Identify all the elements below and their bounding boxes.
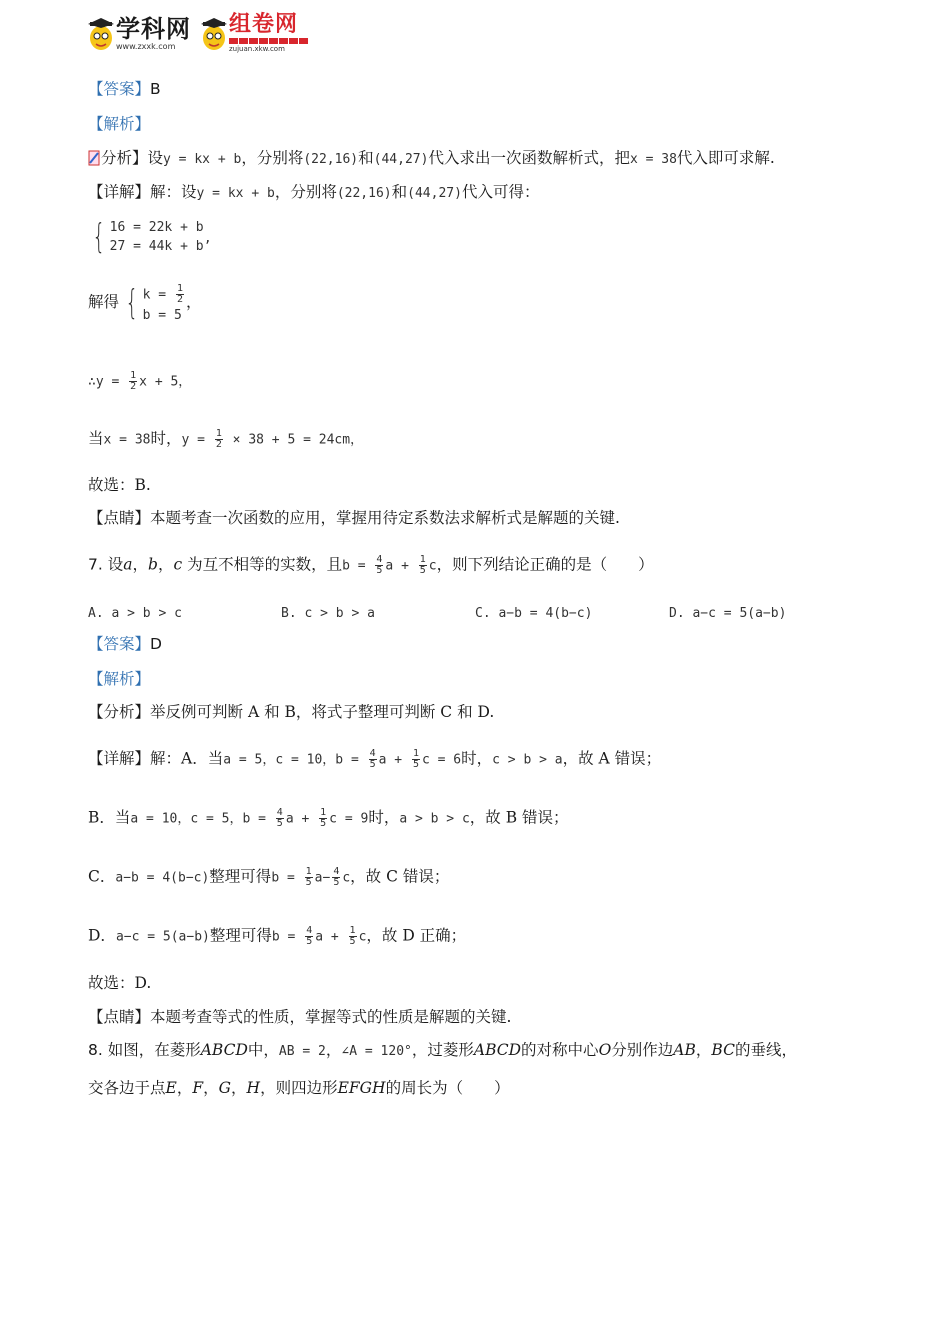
logo1-text: 学科网	[116, 14, 191, 43]
q7-option-a: A. a > b > c	[88, 606, 182, 621]
logo2-text: 组卷网	[229, 12, 299, 37]
q8-stem-line1: 8. 如图，在菱形ABCD中，AB = 2，∠A = 120°，过菱形ABCD的对称中心O分别作边AB，BC的垂线，	[88, 1041, 797, 1059]
fraction: $\frac{1}{2}$	[176, 283, 183, 305]
logo1-url: www.zxxk.com	[116, 41, 176, 51]
logo2-url: zujuan.xkw.com	[229, 45, 285, 53]
q7-analysis-tag: 【解析】	[88, 670, 151, 688]
fraction: $\frac{4}{5}$	[333, 866, 340, 888]
fraction: $\frac{1}{5}$	[419, 554, 426, 576]
fraction: $\frac{1}{5}$	[305, 866, 312, 888]
q6-system: { 16 = 22k + b 27 = 44k + b’	[92, 217, 212, 257]
fraction: $\frac{4}{5}$	[306, 925, 313, 947]
brace-icon: {	[125, 283, 139, 323]
q7-xiangjie-b: B．当a = 10，c = 5，b = $\frac{4}{5}$ a + $\frac{1}{5}$ c = 9时，a > b > c，故 B 错误；	[88, 807, 569, 829]
q6-fenxi: 分析】设y = kx + b，分别将(22,16)和(44,27)代入求出一次函数解析式，把x = 38代入即可求解.	[88, 150, 775, 167]
fraction: $\frac{4}{5}$	[376, 554, 383, 576]
q7-xiangjie-d: D．a−c = 5(a−b)整理可得b = $\frac{4}{5}$ a + $\frac{1}{5}$ c，故 D 正确；	[88, 925, 467, 947]
q6-analysis-tag: 【解析】	[88, 115, 151, 133]
fraction: $\frac{1}{5}$	[412, 748, 419, 770]
mascot-icon	[86, 16, 116, 52]
zxxk-logo	[86, 16, 191, 52]
fraction: $\frac{1}{2}$	[130, 370, 137, 392]
fraction: $\frac{1}{2}$	[215, 428, 222, 450]
logo2-tagbar	[229, 38, 308, 44]
q6-dianjing: 【点睛】本题考查一次函数的应用，掌握用待定系数法求解析式是解题的关键.	[88, 509, 620, 527]
mascot-icon	[199, 16, 229, 52]
q7-fenxi: 【分析】举反例可判断 A 和 B，将式子整理可判断 C 和 D.	[88, 703, 495, 721]
q7-option-c: C. a−b = 4(b−c)	[475, 606, 593, 621]
q7-xiangjie-c: C．a−b = 4(b−c)整理可得b = $\frac{1}{5}$ a− $\frac{4}{5}$ c，故 C 错误；	[88, 866, 450, 888]
fraction: $\frac{1}{5}$	[349, 925, 356, 947]
q7-choose: 故选：D.	[88, 974, 152, 992]
q6-xiangjie: 【详解】解：设y = kx + b，分别将(22,16)和(44,27)代入可得：	[88, 183, 540, 201]
q7-xiangjie-a: 【详解】解：A．当a = 5，c = 10，b = $\frac{4}{5}$ a + $\frac{1}{5}$ c = 6时，c > b > a，故 A 错误；	[88, 748, 662, 770]
fraction: $\frac{1}{5}$	[320, 807, 327, 829]
zujuan-logo	[199, 14, 308, 53]
q7-option-d: D. a−c = 5(a−b)	[669, 606, 787, 621]
q6-answer: 【答案】B	[88, 80, 161, 98]
q7-option-b: B. c > b > a	[281, 606, 375, 621]
fraction: $\frac{4}{5}$	[369, 748, 376, 770]
q6-therefore: ∴y = $\frac{1}{2}$ x + 5，	[88, 370, 192, 392]
q8-stem-line2: 交各边于点E，F，G，H，则四边形EFGH的周长为（ ）	[88, 1079, 510, 1097]
q7-stem: 7. 设a，b，c 为互不相等的实数，且b = $\frac{4}{5}$ a + $\frac{1}{5}$ c，则下列结论正确的是（ ）	[88, 554, 654, 576]
q6-solution: 解得 { k = $\frac{1}{2}$ b = 5 ，	[88, 283, 202, 323]
q7-answer: 【答案】D	[88, 635, 162, 653]
pencil-icon	[88, 150, 100, 166]
q6-when: 当x = 38时，y = $\frac{1}{2}$ × 38 + 5 = 24cm，	[88, 428, 364, 450]
fraction: $\frac{4}{5}$	[276, 807, 283, 829]
q7-dianjing: 【点睛】本题考查等式的性质，掌握等式的性质是解题的关键.	[88, 1008, 512, 1026]
brace-icon: {	[92, 217, 106, 257]
q6-choose: 故选：B.	[88, 476, 151, 494]
header-logo	[86, 14, 316, 53]
